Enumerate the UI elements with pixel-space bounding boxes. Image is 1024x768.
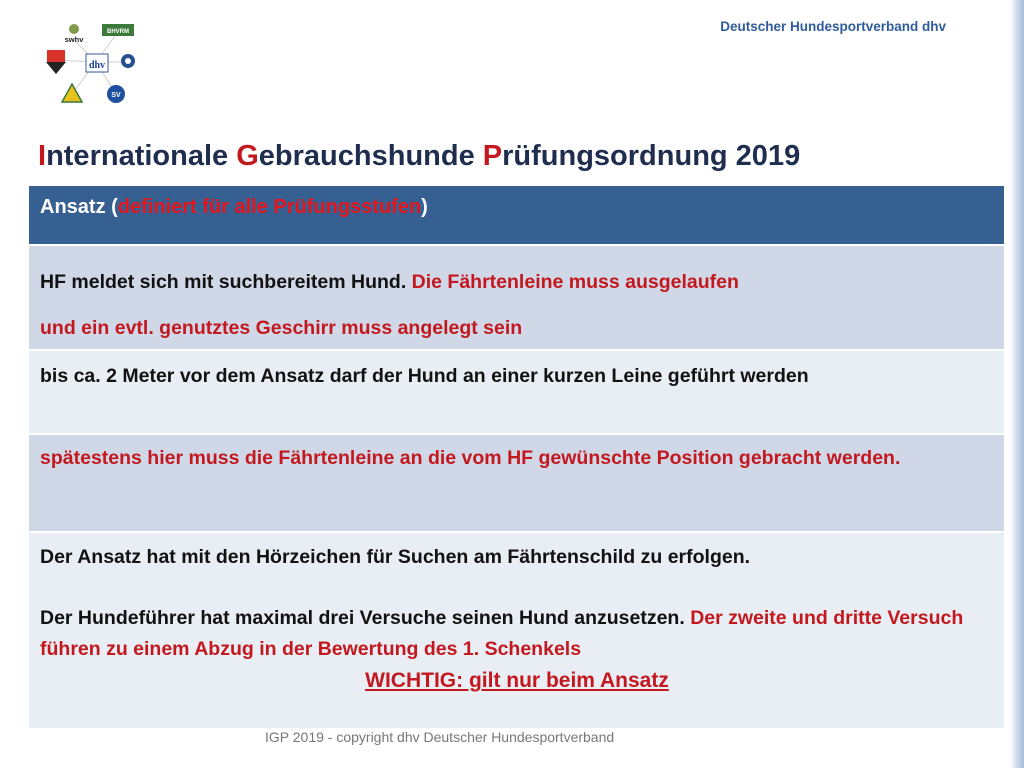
footer-copyright: IGP 2019 - copyright dhv Deutscher Hundesportverband: [265, 729, 615, 745]
important-note: WICHTIG: gilt nur beim Ansatz: [365, 669, 669, 692]
svg-text:SV: SV: [111, 92, 121, 99]
row-text: Der Ansatz hat mit den Hörzeichen für Suchen am Fährtenschild zu erfolgen.: [40, 546, 751, 568]
table-header: Ansatz (definiert für alle Prüfungsstufen): [29, 186, 1004, 244]
dhv-logo: [86, 54, 108, 72]
association-logos: [34, 18, 150, 110]
shield-dog-logo: [46, 50, 66, 74]
rules-table: [29, 186, 1004, 728]
logo-cluster: [34, 18, 150, 110]
organization-name: Deutscher Hundesportverband dhv: [720, 19, 946, 34]
table-row: HF meldet sich mit suchbereitem Hund. Die Fährtenleine muss ausgelaufen und ein evtl. genutztes Geschirr muss angelegt sein: [29, 244, 1004, 349]
sv-logo: [107, 85, 125, 103]
row-text: Der Hundeführer hat maximal drei Versuche seinen Hund anzusetzen. Der zweite und dritte Versuch führen zu einem Abzug in der Bewertung des 1. Schenkels: [40, 607, 964, 660]
svg-text:BHVRM: BHVRM: [107, 29, 129, 35]
svg-text:dhv: dhv: [88, 60, 106, 71]
badge-logo-right: [121, 54, 135, 68]
svg-text:swhv: swhv: [64, 35, 84, 44]
slide-title: Internationale Gebrauchshunde Prüfungsordnung 2019: [38, 140, 801, 172]
swhv-logo: [65, 24, 85, 44]
table-row: spätestens hier muss die Fährtenleine an die vom HF gewünschte Position gebracht werden.: [29, 433, 1004, 531]
bhvrm-logo: [102, 24, 134, 36]
right-edge-bar: [1010, 0, 1024, 768]
triangle-logo: [62, 84, 82, 102]
table-row: bis ca. 2 Meter vor dem Ansatz darf der Hund an einer kurzen Leine geführt werden: [29, 349, 1004, 433]
table-row: [29, 531, 1004, 728]
